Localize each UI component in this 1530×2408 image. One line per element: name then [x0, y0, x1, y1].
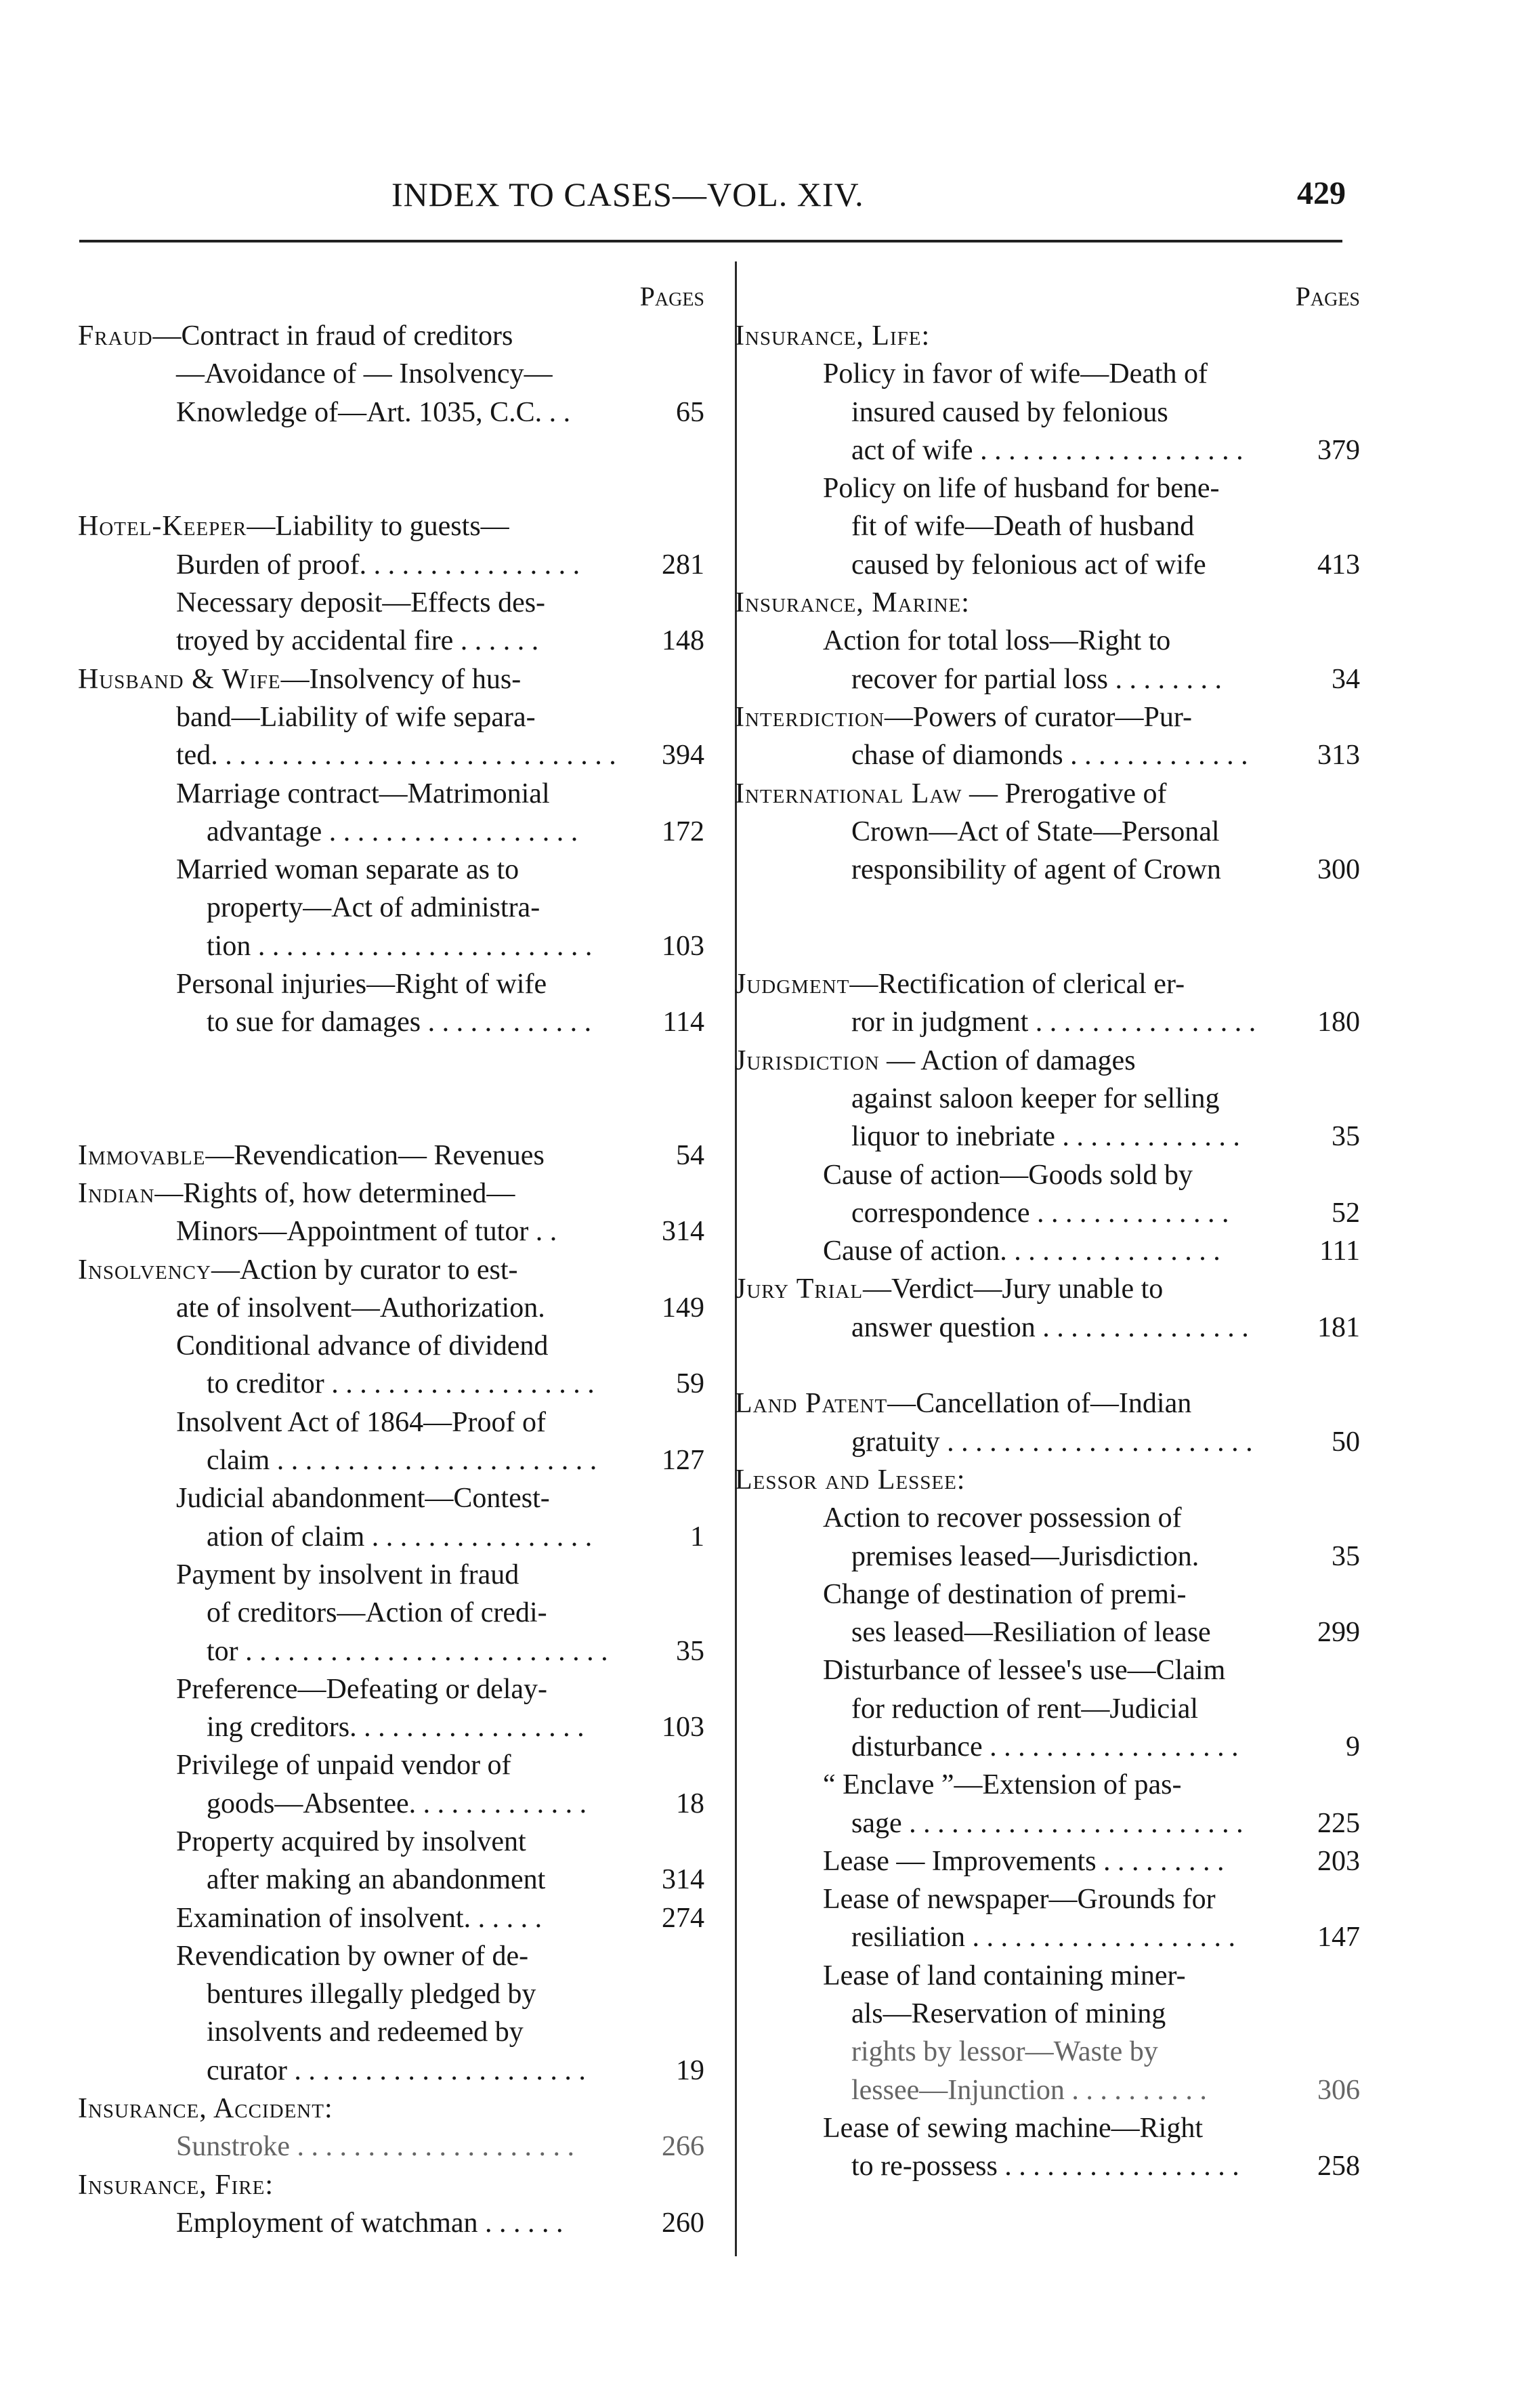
entry-text: Payment by insolvent in fraud [176, 1559, 519, 1590]
page-ref: 103 [662, 930, 704, 962]
entry-text: —Verdict—Jury unable to [863, 1273, 1164, 1305]
entry-text: claim . . . . . . . . . . . . . . . . . . . . . . . [207, 1445, 597, 1477]
entry-text: Change of destination of premi- [823, 1578, 1187, 1610]
page-ref: 306 [1317, 2074, 1360, 2106]
entry-text: chase of diamonds . . . . . . . . . . . . . [851, 740, 1248, 772]
entry-text: ation of claim . . . . . . . . . . . . . . . . [207, 1521, 593, 1552]
entry-text: gratuity . . . . . . . . . . . . . . . . . . . . . . [851, 1426, 1253, 1458]
header-rule [79, 240, 1342, 242]
entry-land-patent [735, 1385, 1378, 1461]
page-ref: 300 [1317, 854, 1360, 886]
entry-heading: Insurance, Accident: [78, 2093, 333, 2125]
entry-text: Lease of newspaper—Grounds for [823, 1884, 1216, 1916]
entry-immovable [78, 1137, 715, 1175]
entry-text: recover for partial loss . . . . . . . . [851, 663, 1223, 695]
entry-heading: Insurance, Marine: [735, 587, 970, 619]
entry-indian [78, 1175, 715, 1251]
entry-text: Action to recover possession of [823, 1502, 1182, 1534]
entry-insolvency [78, 1251, 715, 2090]
page-ref: 50 [1332, 1426, 1360, 1458]
entry-text: Revendication by owner of de- [176, 1940, 529, 1972]
entry-text: to creditor . . . . . . . . . . . . . . . . . . . [207, 1368, 595, 1400]
entry-text: disturbance . . . . . . . . . . . . . . . . . . [851, 1731, 1239, 1762]
page-ref: 35 [1332, 1540, 1360, 1572]
page-ref: 18 [676, 1788, 704, 1819]
page-ref: 203 [1317, 1845, 1360, 1877]
entry-husband-wife [78, 660, 715, 1042]
page-ref: 35 [1332, 1121, 1360, 1153]
entry-heading: Jury Trial [735, 1273, 864, 1305]
entry-text: Action for total loss—Right to [823, 625, 1171, 657]
entry-text: rights by lessor—Waste by [851, 2036, 1158, 2068]
page-ref: 147 [1317, 1922, 1360, 1953]
entry-text: ror in judgment . . . . . . . . . . . . . . . . [851, 1007, 1256, 1038]
entry-text: ing creditors. . . . . . . . . . . . . . . . . [207, 1712, 585, 1744]
page-ref: 379 [1317, 434, 1360, 466]
entry-text: Policy on life of husband for bene- [823, 473, 1220, 505]
page-ref: 148 [662, 625, 704, 657]
page-ref: 34 [1332, 663, 1360, 695]
page-ref: 314 [662, 1864, 704, 1896]
entry-text: —Liability to guests— [247, 511, 509, 543]
page-ref: 258 [1317, 2151, 1360, 2182]
entry-text: goods—Absentee. . . . . . . . . . . . . [207, 1788, 587, 1819]
entry-text: als—Reservation of mining [851, 1998, 1166, 2030]
page-ref: 225 [1317, 1807, 1360, 1839]
entry-heading: Judgment [735, 969, 850, 1000]
entry-text: Minors—Appointment of tutor . . [176, 1216, 557, 1248]
entry-fraud [78, 317, 715, 431]
entry-text: of creditors—Action of credi- [207, 1597, 547, 1629]
page-ref: 111 [1319, 1235, 1360, 1267]
entry-text: premises leased—Jurisdiction. [851, 1540, 1199, 1572]
pages-label: Pages [1295, 281, 1360, 312]
pages-label: Pages [639, 281, 704, 312]
page-ref: 65 [676, 396, 704, 428]
entry-text: caused by felonious act of wife [851, 549, 1206, 580]
entry-jury-trial [735, 1270, 1378, 1347]
page-ref: 266 [662, 2131, 704, 2163]
page-ref: 59 [676, 1368, 704, 1400]
page-ref: 313 [1317, 740, 1360, 772]
entry-jurisdiction [735, 1042, 1378, 1271]
page-ref: 1 [690, 1521, 704, 1552]
entry-text: Privilege of unpaid vendor of [176, 1750, 511, 1781]
entry-text: Sunstroke . . . . . . . . . . . . . . . . . . . . [176, 2131, 574, 2163]
entry-text: act of wife . . . . . . . . . . . . . . . . . . . [851, 434, 1244, 466]
page-ref: 281 [662, 549, 704, 580]
entry-text: Married woman separate as to [176, 854, 519, 886]
entry-text: correspondence . . . . . . . . . . . . . . [851, 1197, 1229, 1229]
entry-text: troyed by accidental fire . . . . . . [176, 625, 539, 657]
entry-text: against saloon keeper for selling [851, 1082, 1220, 1114]
entry-text: — Prerogative of [962, 778, 1167, 809]
entry-heading: Insolvency [78, 1254, 211, 1286]
entry-text: Necessary deposit—Effects des- [176, 587, 546, 619]
entry-heading: Immovable [78, 1139, 206, 1171]
entry-text: property—Act of administra- [207, 892, 540, 924]
entry-text: Cause of action—Goods sold by [823, 1159, 1193, 1191]
entry-text: for reduction of rent—Judicial [851, 1693, 1198, 1725]
entry-heading: Land Patent [735, 1388, 888, 1420]
page-ref: 35 [676, 1635, 704, 1667]
entry-heading: Interdiction [735, 701, 885, 733]
entry-text: ses leased—Resiliation of lease [851, 1617, 1211, 1649]
page-ref: 274 [662, 1902, 704, 1934]
entry-insurance-life [735, 317, 1378, 584]
page-ref: 149 [662, 1292, 704, 1324]
left-column [78, 278, 715, 2242]
entry-text: Preference—Defeating or delay- [176, 1673, 548, 1705]
page-ref: 9 [1346, 1731, 1360, 1762]
entry-text: insured caused by felonious [851, 396, 1168, 428]
page-number: 429 [1297, 175, 1346, 211]
page-ref: 114 [662, 1007, 704, 1038]
entry-heading: Lessor and Lessee: [735, 1464, 966, 1496]
entry-text: Employment of watchman . . . . . . [176, 2207, 564, 2239]
right-column [735, 278, 1378, 2186]
entry-insurance-accident [78, 2090, 715, 2166]
entry-text: curator . . . . . . . . . . . . . . . . . . . . . [207, 2054, 586, 2086]
entry-text: —Contract in fraud of creditors [152, 320, 513, 352]
entry-text: Policy in favor of wife—Death of [823, 358, 1208, 390]
entry-text: —Cancellation of—Indian [887, 1388, 1192, 1420]
entry-hotel-keeper [78, 507, 715, 660]
entry-text: Disturbance of lessee's use—Claim [823, 1655, 1226, 1687]
entry-text: Lease of sewing machine—Right [823, 2112, 1204, 2144]
entry-heading: Hotel-Keeper [78, 511, 247, 543]
entry-text: answer question . . . . . . . . . . . . . . . [851, 1311, 1249, 1343]
entry-text: ate of insolvent—Authorization. [176, 1292, 545, 1324]
entry-insurance-marine [735, 584, 1378, 698]
entry-text: band—Liability of wife separa- [176, 701, 536, 733]
entry-insurance-fire [78, 2166, 715, 2243]
entry-text: —Insolvency of hus- [280, 663, 522, 695]
entry-text: Marriage contract—Matrimonial [176, 778, 550, 809]
entry-text: advantage . . . . . . . . . . . . . . . . . . [207, 816, 578, 847]
entry-judgment [735, 965, 1378, 1042]
entry-text: liquor to inebriate . . . . . . . . . . . . . [851, 1121, 1240, 1153]
entry-heading: Fraud [78, 320, 153, 352]
entry-text: Lease of land containing miner- [823, 1960, 1186, 1991]
page-header [0, 0, 1530, 244]
entry-text: —Rectification of clerical er- [849, 969, 1185, 1000]
page-ref: 181 [1317, 1311, 1360, 1343]
entry-text: —Revendication— Revenues [205, 1139, 545, 1171]
page-ref: 172 [662, 816, 704, 847]
entry-text: Cause of action. . . . . . . . . . . . . . . . [823, 1235, 1220, 1267]
entry-text: Property acquired by insolvent [176, 1825, 526, 1857]
entry-text: to sue for damages . . . . . . . . . . . . [207, 1007, 592, 1038]
page-ref: 260 [662, 2207, 704, 2239]
entry-text: —Avoidance of — Insolvency— [176, 358, 553, 390]
entry-text: to re-possess . . . . . . . . . . . . . . . . . [851, 2151, 1239, 2182]
page-ref: 314 [662, 1216, 704, 1248]
entry-text: ted. . . . . . . . . . . . . . . . . . . . . . . . . . . . . [176, 740, 616, 772]
entry-text: —Powers of curator—Pur- [884, 701, 1192, 733]
entry-text: — Action of damages [879, 1044, 1136, 1076]
page-ref: 54 [676, 1139, 704, 1171]
entry-text: Burden of proof. . . . . . . . . . . . . . . . [176, 549, 580, 580]
page-ref: 413 [1317, 549, 1360, 580]
page-ref: 394 [662, 740, 704, 772]
entry-text: Conditional advance of dividend [176, 1330, 549, 1362]
entry-text: resiliation . . . . . . . . . . . . . . . . . . . [851, 1922, 1235, 1953]
entry-text: Judicial abandonment—Contest- [176, 1483, 550, 1515]
entry-text: Examination of insolvent. . . . . . [176, 1902, 543, 1934]
page-ref: 299 [1317, 1617, 1360, 1649]
entry-heading: International Law [735, 778, 962, 809]
entry-text: Lease — Improvements . . . . . . . . . [823, 1845, 1225, 1877]
entry-text: Crown—Act of State—Personal [851, 816, 1220, 847]
entry-text: Insolvent Act of 1864—Proof of [176, 1406, 546, 1438]
entry-text: —Action by curator to est- [211, 1254, 518, 1286]
entry-text: “ Enclave ”—Extension of pas- [823, 1769, 1182, 1801]
entry-international-law [735, 775, 1378, 889]
entry-text: lessee—Injunction . . . . . . . . . . [851, 2074, 1207, 2106]
entry-text: insolvents and redeemed by [207, 2016, 524, 2048]
entry-text: Knowledge of—Art. 1035, C.C. . . [176, 396, 571, 428]
entry-text: tor . . . . . . . . . . . . . . . . . . . . . . . . . . [207, 1635, 608, 1667]
entry-text: —Rights of, how determined— [154, 1177, 515, 1209]
page-ref: 19 [676, 2054, 704, 2086]
entry-heading: Insurance, Life: [735, 320, 931, 352]
running-title: INDEX TO CASES—VOL. XIV. [391, 175, 864, 213]
entry-text: responsibility of agent of Crown [851, 854, 1221, 886]
entry-lessor-lessee [735, 1461, 1378, 2186]
entry-text: after making an abandonment [207, 1864, 546, 1896]
page-ref: 103 [662, 1712, 704, 1744]
entry-heading: Jurisdiction [735, 1044, 880, 1076]
page-ref: 127 [662, 1445, 704, 1477]
entry-heading: Insurance, Fire: [78, 2169, 274, 2201]
entry-heading: Indian [78, 1177, 155, 1209]
entry-heading: Husband & Wife [78, 663, 281, 695]
entry-text: bentures illegally pledged by [207, 1979, 536, 2010]
entry-text: Personal injuries—Right of wife [176, 969, 547, 1000]
page-ref: 52 [1332, 1197, 1360, 1229]
entry-text: tion . . . . . . . . . . . . . . . . . . . . . . . . [207, 930, 593, 962]
page-ref: 180 [1317, 1007, 1360, 1038]
entry-text: fit of wife—Death of husband [851, 511, 1195, 543]
entry-interdiction [735, 698, 1378, 775]
entry-text: sage . . . . . . . . . . . . . . . . . . . . . . . . [851, 1807, 1244, 1839]
